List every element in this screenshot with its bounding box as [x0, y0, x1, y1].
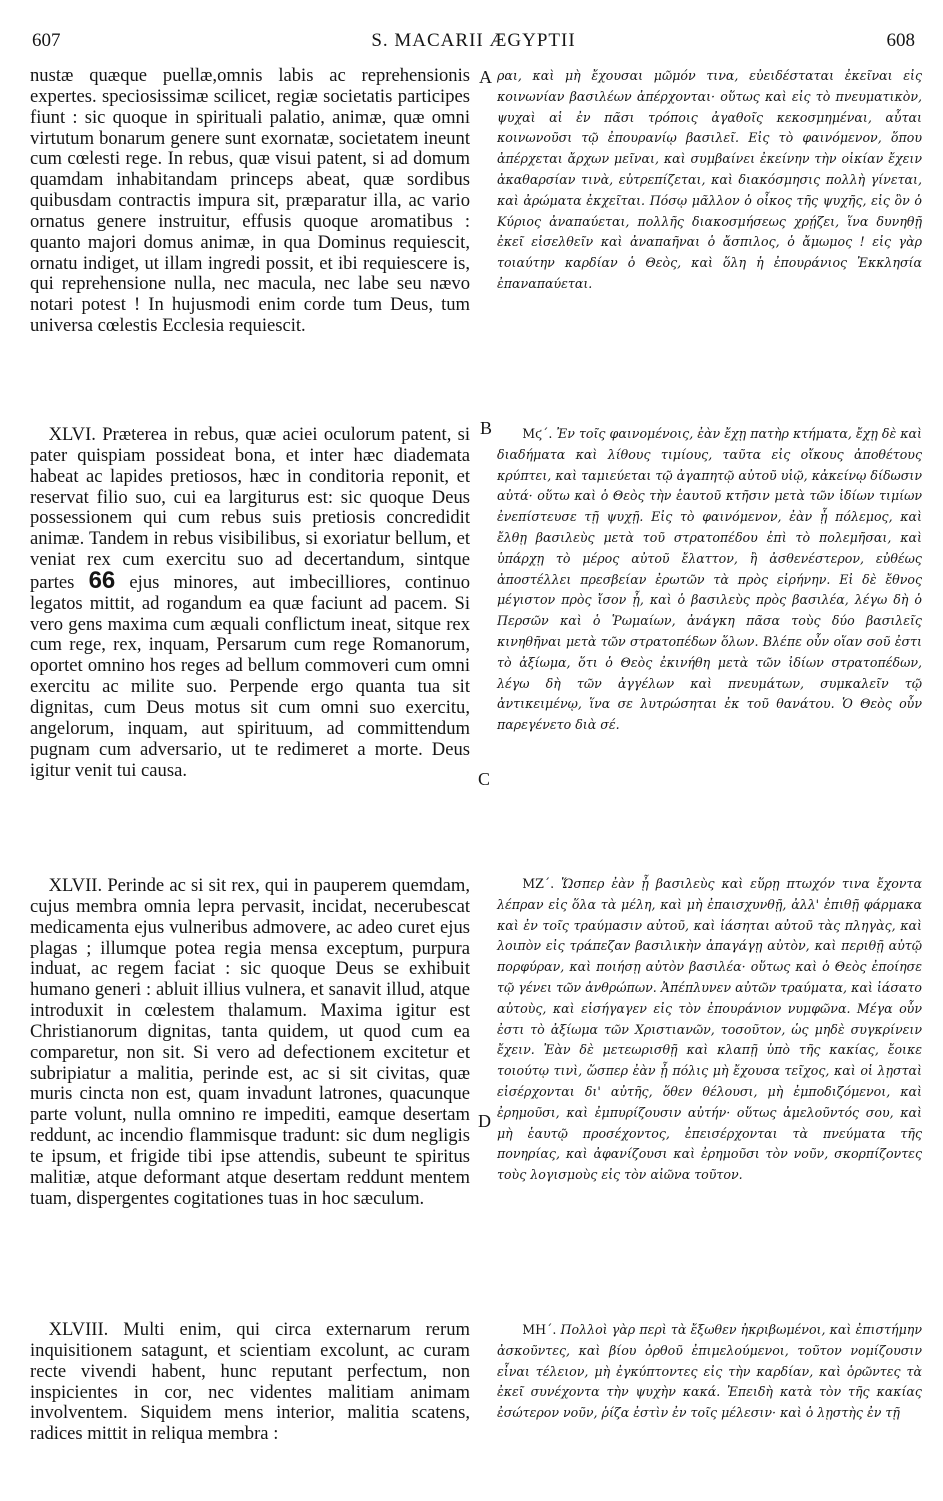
- latin-paragraph-48: [30, 1320, 470, 1445]
- greek-paragraph-47-text: Ὥσπερ ἐὰν ᾖ βασιλεὺς καὶ εὕρῃ πτωχόν τινα ἔχοντα λέπραν εἰς ὅλα τὰ μέλη, καὶ μὴ ἐπαισχυνθῇ, ἀλλ' ἐπιθῇ φάρμακα καὶ ἐν τοῖς τραύμασιν αὐτοῦ, καὶ ἰάσηται αὐτοῦ τὰς πληγὰς, καὶ λοιπὸν εἰς τράπεζαν βασιλικὴν ἀπαγάγῃ αὐτὸν, καὶ περιθῇ αὐτῷ πορφύραν, καὶ ποιήσῃ αὐτὸν βασιλέα· οὕτως καὶ ὁ Θεὸς ἐποίησε τῷ γένει τῶν ἀνθρώπων. Ἀπέπλυνεν αὐτῶν τραύματα, καὶ ἰάσατο αὐτοὺς, καὶ εἰσήγαγεν εἰς τὸν ἐπουράνιον νυμφῶνα. Μέγα οὖν ἐστι τὸ ἀξίωμα τῶν Χριστιανῶν, τοσοῦτον, ὡς μηδὲ συγκρίνειν ἔχειν. Ἐὰν δὲ μετεωρισθῇ καὶ κλαπῇ ὑπὸ τῆς κακίας, ἔοικε τοιούτῳ τινὶ, ὥσπερ ἐὰν ᾖ πόλις μὴ ἔχουσα τεῖχος, καὶ οἱ λῃσταὶ εἰσέρχονται δι' αὐτῆς, ὅθεν θέλουσι, μὴ ἐμποδιζόμενοι, καὶ ἐρημοῦσι, καὶ ἐμπυρίζουσιν αὐτήν· οὕτως ἀμελοῦντός σου, καὶ μὴ ἑαυτῷ προσέχοντος, ἐπεισέρχονται τὰ πνεύματα τῆς πονηρίας, καὶ ἀφανίζουσι καὶ ἐρημοῦσι τὸν νοῦν, σκορπίζοντες τοὺς λογισμοὺς εἰς τὸν αἰῶνα τοῦτον.: [497, 876, 922, 1183]
- page-number-left: 607: [32, 30, 61, 51]
- greek-paragraph-48-text: Πολλοὶ γὰρ περὶ τὰ ἔξωθεν ἠκριβωμένοι, καὶ ἐπιστήμην ἀσκοῦντες, καὶ βίου ὀρθοῦ ἐπιμελούμενοι, τοῦτον νομίζουσιν εἶναι τέλειον, μὴ ἐγκύπτοντες εἰς τὴν καρδίαν, καὶ ὁρῶντες τὰ ἐκεῖ συνέχοντα τὴν ψυχὴν κακά. Ἐπειδὴ κατὰ τὸν τῆς κακίας ἐσώτερον νοῦν, ῥίζα ἐστὶν ἐν τοῖς μέλεσιν· καὶ ὁ λῃστὴς ἐν τῇ: [497, 1322, 922, 1421]
- section-marker: Μϛ΄.: [522, 426, 553, 441]
- margin-letter-b: B: [480, 418, 493, 438]
- section-marker: XLVI.: [48, 424, 96, 445]
- latin-paragraph-46-text-b: ejus minores, aut imbecilliores, continuo legatos mittit, ad rogandum ea quæ faciunt ad pacem. Si vero gens maxima cum æquali conflictum ineat, sitque rex cum rege, rex, inquam, Persarum cum rege Romanorum, oportet omnino hos reges ad bellum commoveri cum omni exercitu ac milite suo. Perpende ergo quanta tua sit dignitas, cum Deus motus sit cum omni suo exercitu, angelorum, inquam, aut spirituum, ad committendum pugnam cum adversario, ut te redimeret a morte. Deus igitur venit tui causa.: [30, 571, 471, 781]
- greek-paragraph-47: [497, 874, 922, 1186]
- latin-paragraph-47-text: Perinde ac si sit rex, qui in pauperem quemdam, cujus membra omnia lepra pervasit, incidat, necerubescat medicamenta ejus vulneribus admovere, ac adeo curet ejus plagas ; illumque potea regia mensa exceptum, purpura induat, ac regem faciat : sic quoque Deus se exhibuit humano generi : abluit illius vulnera, et sanavit illud, atque introduxit in cœlestem thalamum. Maxima igitur est Christianorum dignitas, tanta quidem, ut quod cum ea comparetur, non sit. Si vero ad defectionem excitetur et subripiatur a malitia, perinde est, ac si sit civitas, quæ muris cincta non est, quam invadunt latrones, quacunque parte volunt, nulla omnino re impediti, eamque desertam reddunt, ac incendio flammisque tradunt: sic dum negligis te ipsum, et frigide tibi ipse attendis, subeunt te spiritus malitiæ, atque deformant atque desertam reddunt mentem tuam, dispergentes cogitationes tuas in hoc sæculum.: [30, 875, 470, 1209]
- margin-letter-c: C: [478, 769, 491, 789]
- greek-paragraph-46: [497, 424, 922, 736]
- greek-paragraph-48: [497, 1320, 922, 1424]
- latin-paragraph-48-text: Multi enim, qui circa externarum rerum inquisitionem satagunt, et scientiam excolunt, ac curam recte vivendi habent, hunc reputant perfectum, non inspicientes in cor, nec videntes malitiam animam involventem. Siquidem mens interior, malitia scatens, radices mittit in reliqua membra :: [30, 1319, 470, 1445]
- greek-paragraph-continued: ραι, καὶ μὴ ἔχουσαι μῶμόν τινα, εὐειδέσταται ἐκεῖναι εἰς κοινωνίαν βασιλέων ἀπέρχονται· οὕτως καὶ εἰς τὸ πνευματικὸν, ψυχαὶ αἱ ἐν πᾶσι τρόποις ἀγαθοῖς κεκοσμημέναι, αὗται κοινωνοῦσι τῷ ἐπουρανίῳ βασιλεῖ. Εἰς τὸ φαινόμενον, ὅπου ἀπέρχεται ἄρχων μεῖναι, καὶ συμβαίνει ἐκείνην τὴν οἰκίαν ἔχειν ἀκαθαρσίαν τινὰ, εὐτρεπίζεται, καὶ διακόσμησις πολλὴ γίνεται, καὶ ἀρώματα ἐκχεῖται. Πόσῳ μᾶλλον ὁ οἶκος τῆς ψυχῆς, εἰς ὃν ὁ Κύριος ἀναπαύεται, πολλῆς διακοσμήσεως χρῄζει, ἵνα δυνηθῇ ἐκεῖ εἰσελθεῖν καὶ ἀναπαῆναι ὁ ἄσπιλος, ὁ ἄμωμος ! εἰς γὰρ τοιαύτην καρδίαν ὁ Θεὸς, καὶ ὅλη ἡ ἐπουράνιος Ἐκκλησία ἐπαναπαύεται.: [497, 68, 922, 291]
- column-number-badge: 66: [88, 566, 116, 594]
- section-marker: ΜΗ΄.: [522, 1322, 557, 1337]
- running-head: [32, 30, 915, 60]
- section-marker: ΜΖ΄.: [522, 876, 555, 891]
- section-marker: XLVII.: [48, 875, 103, 896]
- latin-paragraph-46-text-a: Præterea in rebus, quæ aciei oculorum patent, si pater quispiam possideat bona, et inter hæc diademata habeat ac lapides pretiosos, hæc in conditoria reponit, et reservat filio suo, cui ea largiturus est: sic quoque Deus possessionem qui cum rebus suis pretiosis concredidit animæ. Tandem in rebus visibilibus, si exoriatur bellum, et veniat rex cum exercitu suo ad decertandum, sintque partes: [30, 424, 470, 593]
- margin-letter-d: D: [478, 1111, 491, 1131]
- section-marker: XLVIII.: [48, 1319, 109, 1340]
- margin-letter-a: A: [479, 67, 492, 87]
- greek-paragraph-46-text: Ἐν τοῖς φαινομένοις, ἐὰν ἔχῃ πατὴρ κτήματα, ἔχῃ δὲ καὶ διαδήματα καὶ λίθους τιμίους, ταῦτα εἰς οἴκους ἀποθέτους κρύπτει, καὶ ταμιεύεται τῷ ἀγαπητῷ αὐτοῦ υἱῷ, κἀκείνῳ δίδωσιν αὐτά· οὕτω καὶ ὁ Θεὸς τὴν ἑαυτοῦ κτῆσιν μετὰ τῶν ἰδίων τιμίων ἐνεπίστευσε τῇ ψυχῇ. Εἰς τὸ φαινόμενον, ἐὰν ᾖ πόλεμος, καὶ ἔλθῃ βασιλεὺς μετὰ τοῦ στρατοπέδου ἐπὶ τὸ πολεμῆσαι, καὶ ὑπάρχῃ τὸ μέρος αὐτοῦ ἔλαττον, ἢ ἀσθενέστερον, εὐθέως ἀποστέλλει πρεσβείαν ἐρωτῶν τὰ πρὸς εἰρήνην. Εἰ δὲ ἔθνος μέγιστον πρὸς ἴσον ᾖ, καὶ ὁ βασιλεὺς πρὸς βασιλέα, λέγω δὴ ὁ Περσῶν καὶ ὁ Ῥωμαίων, ἀνάγκη πᾶσα τοὺς δύο βασιλεῖς κινηθῆναι μετὰ τῶν στρατοπέδων ὅλων. Βλέπε οὖν οἵαν σοῦ ἐστι τὸ ἀξίωμα, ὅτι ὁ Θεὸς ἐκινήθη μετὰ τῶν ἰδίων στρατοπέδων, λέγω δὴ τῶν ἀγγέλων καὶ πνευμάτων, συμκαλεῖν τῷ ἀντικειμένῳ, ἵνα σε λυτρώσηται ἐκ τοῦ θανάτου. Ὁ Θεὸς οὖν παρεγένετο διὰ σέ.: [497, 426, 922, 733]
- running-title: S. MACARII ÆGYPTII: [371, 30, 576, 51]
- latin-paragraph-continued: nustæ quæque puellæ,omnis labis ac reprehensionis expertes. speciosissimæ scilicet, regiæ societatis participes fiunt : sic quoque in spirituali palatio, animæ, quæ omni virtutum bonarum genere sunt exornatæ, societatem ineunt cum cœlesti rege. In rebus, quæ visui patent, si ad domum quamdam inhabitandam princeps abeat, quæ sordibus quibusdam contractis impura sit, præparatur illa, ac vario ornatus genere instruitur, effusis quoque aromatibus : quanto majori domus animæ, in qua Dominus requiescit, ornatu indiget, ut illam ingredi possit, et ibi requiescere is, qui reprehensione nulla, nec macula, nec labe seu nævo notari potest ! In hujusmodi enim corde tum Deus, tum universa cœlestis Ecclesia requiescit.: [30, 65, 470, 337]
- page-number-right: 608: [886, 30, 915, 51]
- latin-paragraph-47: [30, 876, 470, 1210]
- latin-paragraph-46: [30, 425, 470, 781]
